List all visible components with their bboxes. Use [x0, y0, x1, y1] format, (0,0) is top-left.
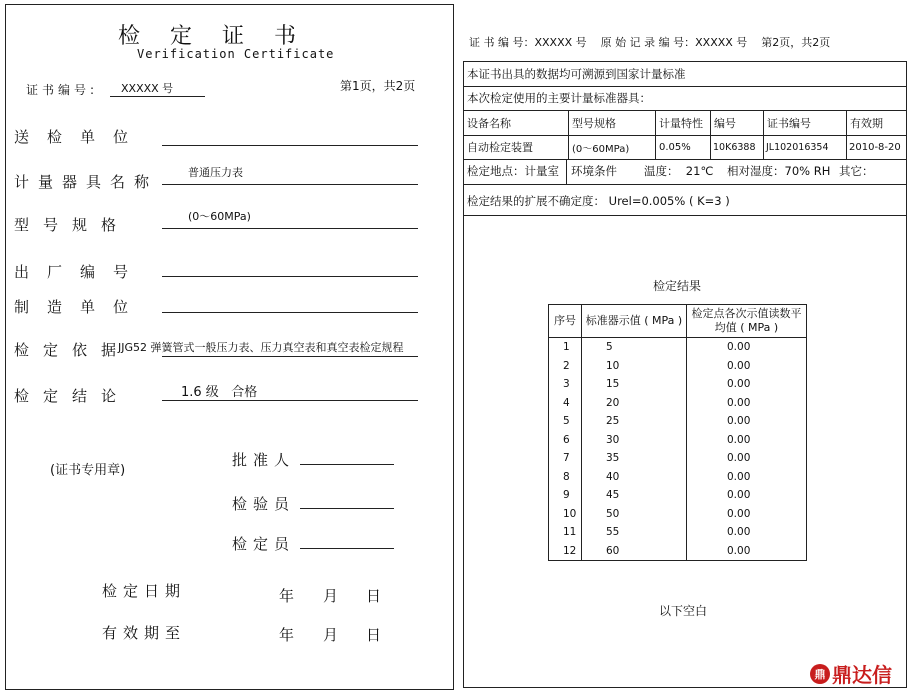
table-row	[549, 394, 807, 413]
results-header-average: 检定点各次示值读数平均值 ( MPa )	[687, 305, 807, 338]
field-line-serial	[162, 276, 418, 277]
row-index: 2	[549, 357, 582, 376]
field-line-instrument	[162, 184, 418, 185]
certificate-cover-page	[5, 4, 454, 690]
field-line-conclusion	[162, 400, 418, 401]
equip-header-cert: 证书编号	[764, 111, 847, 135]
equip-header-id: 编号	[711, 111, 764, 135]
row-index: 3	[549, 375, 582, 394]
equipment-header-row	[464, 111, 906, 135]
equip-validity: 2010-8-20	[847, 135, 907, 159]
row-average-value: 0.00	[687, 431, 807, 450]
standards-line: 本次检定使用的主要计量标准器具：	[464, 87, 906, 111]
row-index: 9	[549, 486, 582, 505]
table-row	[549, 486, 807, 505]
row-index: 1	[549, 338, 582, 357]
field-line-manufacturer	[162, 312, 418, 313]
row-average-value: 0.00	[687, 338, 807, 357]
row-standard-value: 55	[582, 523, 687, 542]
row-average-value: 0.00	[687, 505, 807, 524]
equip-header-validity: 有效期	[847, 111, 907, 135]
table-row	[549, 375, 807, 394]
row-average-value: 0.00	[687, 394, 807, 413]
table-row	[549, 505, 807, 524]
field-label-instrument: 计量器具名称	[14, 173, 159, 191]
brand-logo-text: 鼎达信	[832, 663, 892, 687]
results-table	[548, 304, 807, 561]
inspector-line	[300, 508, 394, 509]
certificate-results-page	[463, 61, 907, 688]
valid-until-label: 有效期至	[102, 624, 187, 642]
row-index: 7	[549, 449, 582, 468]
cert-no-label: 证书编号:	[26, 83, 99, 97]
field-line-basis	[162, 356, 418, 357]
row-average-value: 0.00	[687, 357, 807, 376]
row-index: 11	[549, 523, 582, 542]
field-label-model: 型号规格	[14, 216, 131, 234]
results-header-standard: 标准器示值 ( MPa )	[582, 305, 687, 338]
table-row	[549, 357, 807, 376]
field-value-model: (0～60MPa)	[188, 210, 251, 223]
field-label-manufacturer: 制造单位	[14, 298, 147, 316]
verifier-line	[300, 548, 394, 549]
row-index: 10	[549, 505, 582, 524]
uncertainty-line: 检定结果的扩展不确定度： Urel=0.005% ( K=3 )	[467, 194, 730, 208]
row-standard-value: 60	[582, 542, 687, 561]
approver-line	[300, 464, 394, 465]
row-standard-value: 15	[582, 375, 687, 394]
equip-name: 自动检定装置	[464, 135, 569, 159]
table-row	[549, 449, 807, 468]
table-row	[549, 412, 807, 431]
table-row	[549, 338, 807, 357]
row-average-value: 0.00	[687, 449, 807, 468]
field-value-basis: JJG52 弹簧管式一般压力表、压力真空表和真空表检定规程	[118, 341, 404, 354]
row-index: 5	[549, 412, 582, 431]
brand-logo	[810, 659, 892, 688]
official-seal-note: (证书专用章)	[50, 463, 126, 478]
row-average-value: 0.00	[687, 468, 807, 487]
results-header-index: 序号	[549, 305, 582, 338]
equipment-data-row	[464, 135, 906, 159]
table-row	[549, 431, 807, 450]
row-standard-value: 50	[582, 505, 687, 524]
results-body	[549, 338, 807, 561]
field-label-sender: 送检单位	[14, 128, 147, 146]
cert-no-underline	[110, 96, 205, 97]
verifier-label: 检定员	[232, 535, 296, 553]
equip-spec: 0.05%	[656, 135, 711, 159]
env-humidity: 相对湿度：70% RH	[727, 164, 831, 178]
valid-until-day: 日	[366, 626, 388, 644]
certificate-title: 检定证书	[118, 24, 327, 49]
row-average-value: 0.00	[687, 523, 807, 542]
approver-label: 批准人	[232, 451, 296, 469]
env-temperature: 温度： 21℃	[644, 164, 714, 178]
row-average-value: 0.00	[687, 542, 807, 561]
certificate-title-english: Verification Certificate	[137, 47, 335, 61]
row-standard-value: 20	[582, 394, 687, 413]
row-standard-value: 40	[582, 468, 687, 487]
field-label-basis: 检定依据	[14, 341, 131, 359]
table-row	[549, 523, 807, 542]
valid-until-year: 年	[279, 626, 301, 644]
field-value-instrument: 普通压力表	[188, 166, 243, 179]
brand-mark-icon: 鼎	[810, 664, 830, 684]
row-index: 12	[549, 542, 582, 561]
equip-header-model: 型号规格	[569, 111, 656, 135]
equip-model: (0～60MPa)	[569, 135, 656, 159]
field-line-sender	[162, 145, 418, 146]
row-index: 6	[549, 431, 582, 450]
equipment-table	[464, 111, 906, 160]
verification-date-year: 年	[279, 587, 301, 605]
inspector-label: 检验员	[232, 495, 296, 513]
row-index: 8	[549, 468, 582, 487]
equip-header-spec: 计量特性	[656, 111, 711, 135]
equip-header-name: 设备名称	[464, 111, 569, 135]
verification-date-day: 日	[366, 587, 388, 605]
cert-no-value: XXXXX 号	[121, 82, 174, 95]
env-conditions-label: 环境条件	[571, 164, 617, 178]
verification-date-label: 检定日期	[102, 582, 187, 600]
equip-cert-no: JL102016354	[764, 135, 847, 159]
row-average-value: 0.00	[687, 375, 807, 394]
page-info: 第1页，共2页	[340, 79, 416, 93]
row-average-value: 0.00	[687, 486, 807, 505]
row-index: 4	[549, 394, 582, 413]
page2-header: 证 书 编 号：XXXXX 号 原 始 记 录 编 号：XXXXX 号 第2页，共2页	[469, 36, 831, 49]
field-line-model	[162, 228, 418, 229]
table-row	[549, 542, 807, 561]
blank-below-note: 以下空白	[659, 604, 708, 618]
table-row	[549, 468, 807, 487]
results-header-row	[549, 305, 807, 338]
row-standard-value: 30	[582, 431, 687, 450]
row-standard-value: 45	[582, 486, 687, 505]
row-standard-value: 10	[582, 357, 687, 376]
row-average-value: 0.00	[687, 412, 807, 431]
field-label-conclusion: 检定结论	[14, 387, 131, 405]
traceability-line: 本证书出具的数据均可溯源到国家计量标准	[464, 62, 906, 87]
results-title: 检定结果	[653, 279, 702, 293]
row-standard-value: 35	[582, 449, 687, 468]
row-standard-value: 5	[582, 338, 687, 357]
env-place: 检定地点：计量室	[467, 164, 559, 178]
field-value-conclusion: 1.6 级 合格	[181, 385, 258, 400]
field-label-serial: 出厂编号	[14, 263, 147, 281]
env-other: 其它：	[839, 164, 874, 178]
valid-until-month: 月	[323, 626, 345, 644]
row-standard-value: 25	[582, 412, 687, 431]
verification-date-month: 月	[323, 587, 345, 605]
equip-id: 10K6388	[711, 135, 764, 159]
